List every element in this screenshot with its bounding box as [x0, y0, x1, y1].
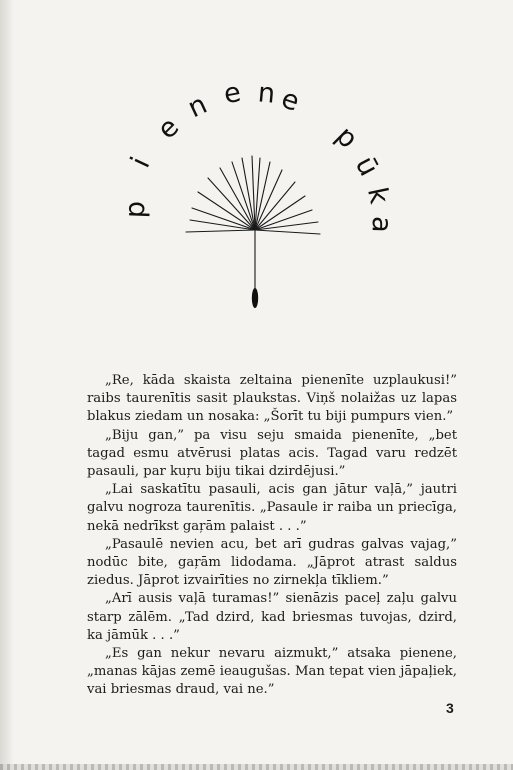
story-paragraph: „Lai saskatītu pasauli, acis gan jātur vaļā,” jautri galvu nogroza taurenītis. „Pasaule ir raiba un priecīga, nekā nedrīkst gaŗām palaist . . .” — [87, 482, 457, 534]
title-letter: e — [277, 83, 304, 118]
story-paragraph: „Es gan nekur nevaru aizmukt,” atsaka pienene, „manas kājas zemē ieaugušas. Man tepat vien jāpaļiek, vai briesmas draud, vai ne.” — [87, 646, 457, 698]
title-letter: a — [365, 215, 398, 234]
story-text — [87, 372, 457, 700]
title-letter: p — [329, 120, 364, 155]
story-paragraph: „Arī ausis vaļā turamas!” sienāzis paceļ zaļu galvu starp zālēm. „Tad dzird, kad briesmas tuvojas, dzird, ka jāmūk . . .” — [87, 591, 457, 643]
title-letter: n — [183, 88, 212, 125]
page-number: 3 — [446, 700, 454, 716]
title-letter: i — [125, 152, 157, 173]
title-letter: p — [119, 200, 152, 219]
page-binding-shadow — [0, 0, 14, 770]
title-letter: e — [221, 76, 244, 111]
page-bottom-edge — [0, 764, 513, 770]
dandelion-seed-illustration — [180, 148, 330, 308]
story-paragraph: „Biju gan,” pa visu seju smaida pienenīte, „bet tagad esmu atvērusi platas acis. Tagad varu redzēt pasauli, par kuŗu biju tikai dzirdējusi.” — [87, 427, 457, 480]
title-letter: ū — [348, 151, 385, 182]
title-letter: k — [361, 184, 395, 207]
story-paragraph: „Re, kāda skaista zeltaina pienenīte uzplaukusi!” raibs taurenītis sasit plaukstas. Viņš nolaižas uz lapas blakus ziedam un nosaka: „Šorīt tu biji pumpurs vien.” — [87, 373, 457, 425]
title-letter: n — [256, 77, 277, 110]
story-paragraph: „Pasaulē nevien acu, bet arī gudras galvas vajag,” nodūc bite, gaŗām lidodama. „Jāprot atrast saldus ziedus. Jāprot izvairīties no zirnekļa tīkliem.” — [87, 536, 457, 589]
title-letter: e — [151, 111, 186, 146]
